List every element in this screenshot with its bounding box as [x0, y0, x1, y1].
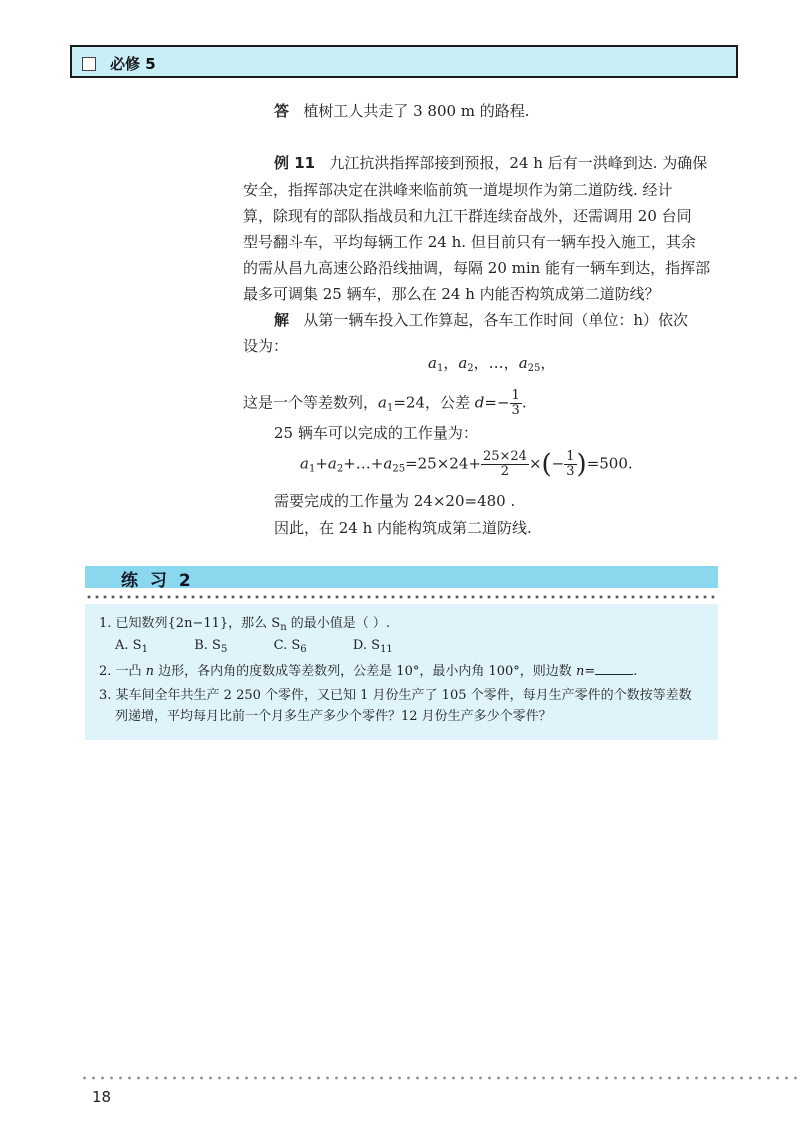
answer-label: 答	[274, 102, 290, 120]
answer-blank	[595, 662, 633, 675]
chapter-title: 必修 5	[110, 55, 156, 73]
example-11-line-3: 算，除现有的部队指战员和九江干群连续奋战外，还需调用 20 台同	[243, 207, 692, 225]
option-c: C. $S_6$	[273, 638, 307, 655]
fraction-25x24-over-2: $\frac{25\times 24}{2}$	[482, 449, 527, 479]
required-work-line: 需要完成的工作量为 24×20=480 .	[274, 492, 516, 510]
exercise-box	[85, 604, 718, 740]
page-number: 18	[92, 1088, 112, 1106]
fraction-one-third: $\frac{1}{3}$	[511, 388, 520, 418]
example-11-line-2: 安全，指挥部决定在洪峰来临前筑一道堤坝作为第二道防线. 经计	[243, 181, 673, 199]
example-11-line-4: 型号翻斗车，平均每辆工作 24 h. 但目前只有一辆车投入施工，其余	[243, 233, 696, 251]
exercise-title: 练 习 2	[121, 571, 194, 591]
example-label: 例 11	[274, 154, 316, 172]
conclusion-line: 因此，在 24 h 内能构筑成第二道防线.	[274, 519, 532, 537]
chapter-header	[70, 45, 738, 78]
question-3-line-2: 列递增，平均每月比前一个月多生产多少个零件？12 月份生产多少个零件？	[115, 709, 552, 724]
exercise-title-bar	[85, 566, 718, 591]
solution-label: 解	[274, 311, 290, 329]
question-1: 1. 已知数列{2n−11}，那么 $S_n$ 的最小值是（ ）.	[99, 616, 391, 633]
dotted-divider	[85, 594, 718, 600]
option-b: B. $S_5$	[194, 638, 228, 655]
solution-line-1: 解 从第一辆车投入工作算起，各车工作时间（单位：h）依次	[274, 311, 688, 329]
option-a: A. $S_1$	[115, 638, 148, 655]
question-1-options	[115, 637, 393, 659]
example-11-line-1: 例 11 九江抗洪指挥部接到预报，24 h 后有一洪峰到达. 为确保	[274, 154, 708, 172]
header-square-icon	[82, 57, 96, 71]
example-11-line-5: 的需从昌九高速公路沿线抽调，每隔 20 min 能有一辆车到达，指挥部	[243, 259, 711, 277]
footer-dotted-line	[80, 1075, 800, 1081]
option-d: D. $S_{11}$	[352, 638, 393, 655]
question-3-line-1: 3. 某车间全年共生产 2 250 个零件，又已知 1 月份生产了 105 个零件，每月生产零件的个数按等差数	[99, 688, 692, 703]
question-2: 2. 一凸 n 边形，各内角的度数成等差数列，公差是 10°，最小内角 100°，则边数 n= .	[99, 664, 638, 679]
answer-text: 植树工人共走了 3 800 m 的路程.	[303, 102, 530, 120]
arithmetic-sequence-line: 这是一个等差数列，$a_1=24$，公差 d=− $\frac{1}{3}$ .	[243, 388, 527, 418]
sum-formula: $a_1+a_2+\dots+a_{25}=25\times 24+$ $\frac{25\times 24}{2}$ ×(− $\frac{1}{3}$ )=500.	[300, 449, 633, 480]
previous-answer	[274, 101, 530, 121]
work-amount-line: 25 辆车可以完成的工作量为：	[274, 424, 478, 442]
sequence-formula: $a_1$，$a_2$，…，$a_{25}$，	[428, 354, 556, 374]
solution-line-2: 设为：	[243, 337, 289, 355]
example-11-line-6: 最多可调集 25 辆车，那么在 24 h 内能否构筑成第二道防线？	[243, 285, 660, 303]
